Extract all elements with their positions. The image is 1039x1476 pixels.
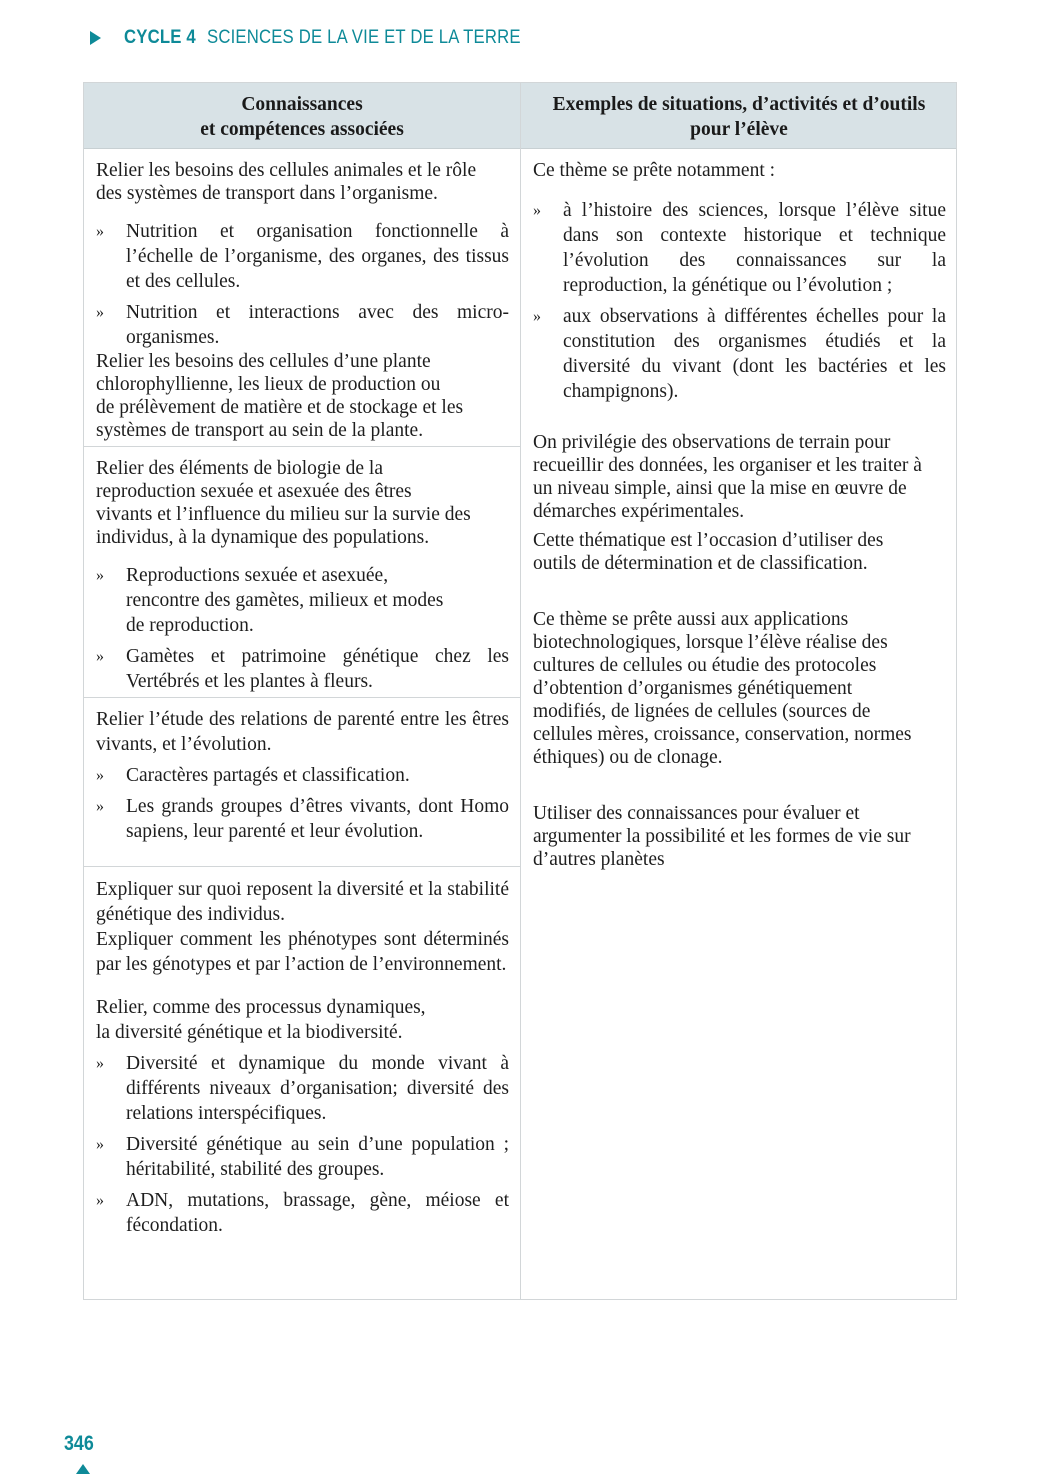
list-item: » Reproductions sexuée et asexuée, rencontre des gamètes, milieux et modes de reproduction. bbox=[96, 565, 444, 636]
bullet-marker: » bbox=[533, 308, 541, 325]
bullet-marker: » bbox=[533, 202, 541, 219]
block-paragraph: Expliquer sur quoi reposent la diversité et la stabilité génétique des individus. bbox=[96, 879, 509, 925]
activities-paragraph: On privilégie des observations de terrain pour recueillir des données, les organiser et les traiter à un niveau simple, ainsi que la mise en œuvre de démarches expérimentales. bbox=[533, 432, 922, 522]
row-divider bbox=[84, 697, 520, 698]
activities-paragraph: Ce thème se prête aussi aux applications biotechnologiques, lorsque l’élève réalise des cultures de cellules ou étudie des protocoles d’obtention d’organismes génétiquement modifiés, de lignées de cellules (sources de cellules mères, croissance, conservation, normes éthiques) ou de clonage. bbox=[533, 609, 912, 768]
competence-block-genetics bbox=[96, 877, 509, 1238]
bullet-marker: » bbox=[96, 1136, 104, 1153]
block-paragraph: Relier les besoins des cellules d’une plante chlorophyllienne, les lieux de production ou de prélèvement de matière et de stockage et les systèmes de transport au sein de la plante. bbox=[96, 351, 464, 441]
list-item: » aux observations à différentes échelles pour la constitution des organismes étudiés et la diversité du vivant (dont les bactéries et les champignons). bbox=[533, 306, 946, 402]
list-item: » Diversité et dynamique du monde vivant à différents niveaux d’organisation; diversité des relations interspécifiques. bbox=[96, 1053, 509, 1124]
list-item: » à l’histoire des sciences, lorsque l’élève situe dans son contexte historique et technique l’évolution des connaissances sur la reproduction, la génétique ou l’évolution ; bbox=[533, 200, 946, 296]
bullet-marker: » bbox=[96, 798, 104, 815]
competence-block-reproduction bbox=[96, 457, 509, 694]
page-number: 346 bbox=[64, 1432, 94, 1455]
list-item: » Nutrition et organisation fonctionnelle à l’échelle de l’organisme, des organes, des tissus et des cellules. bbox=[96, 221, 509, 292]
subject-label: SCIENCES DE LA VIE ET DE LA TERRE bbox=[206, 27, 521, 48]
bullet-marker: » bbox=[96, 767, 104, 784]
list-item: » Nutrition et interactions avec des micro-organismes. bbox=[96, 302, 509, 348]
competence-block-evolution bbox=[96, 707, 509, 844]
bullet-marker: » bbox=[96, 1192, 104, 1209]
activities-column bbox=[533, 159, 946, 871]
list-item: » Diversité génétique au sein d’une population ; héritabilité, stabilité des groupes. bbox=[96, 1134, 509, 1180]
column-header-activities: Exemples de situations, d’activités et d’outils pour l’élève bbox=[552, 94, 926, 140]
column-divider bbox=[520, 83, 521, 1299]
bullet-marker: » bbox=[96, 223, 104, 240]
activities-intro: Ce thème se prête notamment : bbox=[533, 160, 776, 181]
bullet-marker: » bbox=[96, 567, 104, 584]
list-item: » ADN, mutations, brassage, gène, méiose et fécondation. bbox=[96, 1190, 509, 1236]
block-paragraph: Relier l’étude des relations de parenté entre les êtres vivants, et l’évolution. bbox=[96, 709, 509, 755]
row-divider bbox=[84, 866, 520, 867]
curriculum-table bbox=[83, 82, 957, 1300]
competence-block-nutrition bbox=[96, 159, 509, 442]
block-paragraph: Relier les besoins des cellules animales et le rôle des systèmes de transport dans l’organisme. bbox=[96, 160, 477, 204]
row-divider bbox=[84, 446, 520, 447]
column-header-competences: Connaissances et compétences associées bbox=[200, 94, 404, 140]
block-paragraph: Relier, comme des processus dynamiques, la diversité génétique et la biodiversité. bbox=[96, 997, 426, 1043]
running-header bbox=[90, 24, 563, 52]
bullet-marker: » bbox=[96, 304, 104, 321]
triangle-up-icon bbox=[76, 1464, 90, 1474]
bullet-marker: » bbox=[96, 648, 104, 665]
triangle-right-icon bbox=[90, 31, 101, 45]
list-item: » Caractères partagés et classification. bbox=[96, 765, 410, 786]
list-item: » Les grands groupes d’êtres vivants, dont Homo sapiens, leur parenté et leur évolution. bbox=[96, 796, 509, 842]
list-item: » Gamètes et patrimoine génétique chez les Vertébrés et les plantes à fleurs. bbox=[96, 646, 509, 692]
block-paragraph: Relier des éléments de biologie de la reproduction sexuée et asexuée des êtres vivants et l’influence du milieu sur la survie des individus, à la dynamique des populations. bbox=[96, 458, 471, 548]
block-paragraph: Expliquer comment les phénotypes sont déterminés par les génotypes et par l’action de l’environnement. bbox=[96, 929, 509, 975]
activities-paragraph: Utiliser des connaissances pour évaluer et argumenter la possibilité et les formes de vie sur d’autres planètes bbox=[533, 803, 911, 870]
activities-paragraph: Cette thématique est l’occasion d’utiliser des outils de détermination et de classification. bbox=[533, 530, 884, 574]
bullet-marker: » bbox=[96, 1055, 104, 1072]
cycle-label: CYCLE 4 bbox=[124, 27, 196, 48]
